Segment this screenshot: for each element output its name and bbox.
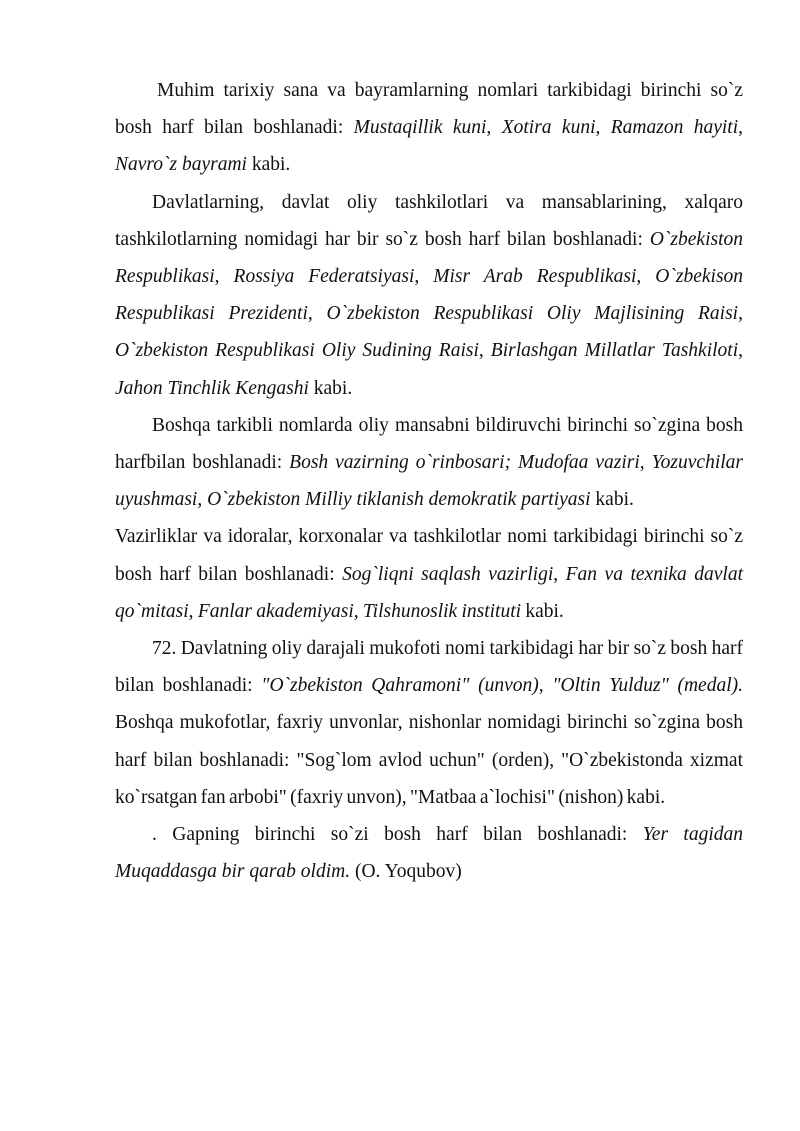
paragraph-office-names: Boshqa tarkibli nomlarda oliy mansabni bildiruvchi birinchi so`zgina bosh harfbilan boshlanadi: Bosh vazirning o`rinbosari; Mudofaa vaziri, Yozuvchilar uyushmasi, O`zbekiston Milliy tiklanish demokratik partiyasi kabi. xyxy=(115,414,743,511)
paragraph-award-names: 72. Davlatning oliy darajali mukofoti nomi tarkibidagi har bir so`z bosh harf bilan boshlanadi: "O`zbekiston Qahramoni" (unvon), "Oltin Yulduz" (medal). Boshqa mukofotlar, faxriy unvonlar, nishonlar nomidagi birinchi so`zgina bosh harf bilan boshlanadi: "Sog`lom avlod uchun" (orden), "O`zbekistonda xizmat ko`rsatgan fan arbobi" (faxriy unvon), "Matbaa a`lochisi" (nishon) kabi. xyxy=(115,638,743,808)
paragraph-sentence-start: . Gapning birinchi so`zi bosh harf bilan boshlanadi: Yer tagidan Muqaddasga bir qarab oldim. (O. Yoqubov) xyxy=(115,824,743,883)
body-text xyxy=(115,72,743,890)
paragraph-ministry-names: Vazirliklar va idoralar, korxonalar va tashkilotlar nomi tarkibidagi birinchi so`z bosh harf bilan boshlanadi: Sog`liqni saqlash vazirligi, Fan va texnika davlat qo`mitasi, Fanlar akademiyasi, Tilshunoslik instituti kabi. xyxy=(115,526,744,622)
paragraph-state-names: Davlatlarning, davlat oliy tashkilotlari va mansablarining, xalqaro tashkilotlarning nomidagi har bir so`z bosh harf bilan boshlanadi: O`zbekiston Respublikasi, Rossiya Federatsiyasi, Misr Arab Respublikasi, O`zbekison Respublikasi Prezidenti, O`zbekiston Respublikasi Oliy Majlisining Raisi, O`zbekiston Respublikasi Oliy Sudining Raisi, Birlashgan Millatlar Tashkiloti, Jahon Tinchlik Kengashi kabi. xyxy=(115,191,744,399)
paragraph-holiday-names: Muhim tarixiy sana va bayramlarning nomlari tarkibidagi birinchi so`z bosh harf bilan boshlanadi: Mustaqillik kuni, Xotira kuni, Ramazon hayiti, Navro`z bayrami kabi. xyxy=(115,80,743,176)
